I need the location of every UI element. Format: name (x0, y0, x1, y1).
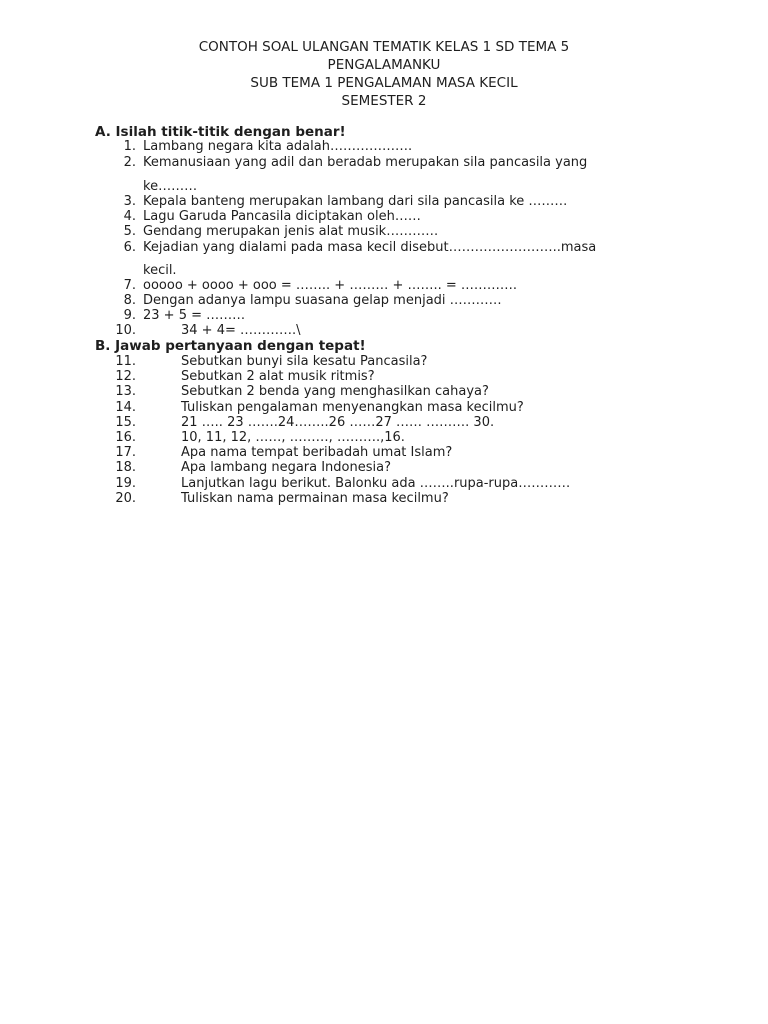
section-a-heading: A. Isilah titik-titik dengan benar! (95, 124, 346, 140)
title-line-2: PENGALAMANKU (327, 57, 441, 73)
question-text: Tuliskan nama permainan masa kecilmu? (181, 491, 449, 506)
question-number: 19. (115, 476, 136, 491)
title-line-3: SUB TEMA 1 PENGALAMAN MASA KECIL (250, 75, 518, 91)
question-number: 14. (115, 400, 136, 415)
question-text: Dengan adanya lampu suasana gelap menjadi ………… (143, 293, 502, 308)
question-number: 3. (123, 194, 136, 209)
question-number: 17. (115, 445, 136, 460)
question-text: Kejadian yang dialami pada masa kecil disebut……………………..masa (143, 240, 597, 255)
question-text: Apa nama tempat beribadah umat Islam? (181, 445, 453, 460)
question-number: 2. (123, 155, 136, 170)
document-title (0, 38, 768, 110)
section-b-heading: B. Jawab pertanyaan dengan tepat! (95, 338, 366, 354)
question-number: 13. (115, 384, 136, 399)
question-text: Lambang negara kita adalah………………. (143, 139, 413, 154)
question-number: 12. (115, 369, 136, 384)
question-number: 5. (123, 224, 136, 239)
question-number: 9. (123, 308, 136, 323)
question-number: 20. (115, 491, 136, 506)
question-number: 1. (123, 139, 136, 154)
question-text: Kemanusiaan yang adil dan beradab merupakan sila pancasila yang (143, 155, 588, 170)
question-number: 6. (123, 240, 136, 255)
question-number: 8. (123, 293, 136, 308)
question-text: Gendang merupakan jenis alat musik………… (143, 224, 439, 239)
question-text: Tuliskan pengalaman menyenangkan masa kecilmu? (181, 400, 524, 415)
question-6-continuation: kecil. (143, 263, 177, 278)
question-number: 10. (115, 323, 136, 338)
question-text: Sebutkan 2 alat musik ritmis? (181, 369, 375, 384)
question-text: Sebutkan 2 benda yang menghasilkan cahaya? (181, 384, 489, 399)
question-text: 23 + 5 = ……… (143, 308, 246, 323)
question-text: Apa lambang negara Indonesia? (181, 460, 391, 475)
question-text: Lanjutkan lagu berikut. Balonku ada ……..rupa-rupa………… (181, 476, 571, 491)
question-number: 18. (115, 460, 136, 475)
question-number: 16. (115, 430, 136, 445)
question-text: Sebutkan bunyi sila kesatu Pancasila? (181, 354, 428, 369)
question-text: 34 + 4= ………….\ (181, 323, 301, 338)
title-line-4: SEMESTER 2 (341, 93, 427, 109)
question-text: Lagu Garuda Pancasila diciptakan oleh…… (143, 209, 421, 224)
title-line-1: CONTOH SOAL ULANGAN TEMATIK KELAS 1 SD TEMA 5 (198, 39, 570, 55)
question-text: ooooo + oooo + ooo = …….. + ……… + …….. = …………. (143, 278, 518, 293)
question-number: 4. (123, 209, 136, 224)
question-number: 11. (115, 354, 136, 369)
question-2-continuation: ke……… (143, 179, 198, 194)
question-text: Kepala banteng merupakan lambang dari sila pancasila ke ……… (143, 194, 568, 209)
question-number: 15. (115, 415, 136, 430)
question-number: 7. (123, 278, 136, 293)
question-text: 10, 11, 12, ……, ………, ……….,16. (181, 430, 405, 445)
question-text: 21 ….. 23 …….24……..26 ……27 …… ………. 30. (181, 415, 495, 430)
